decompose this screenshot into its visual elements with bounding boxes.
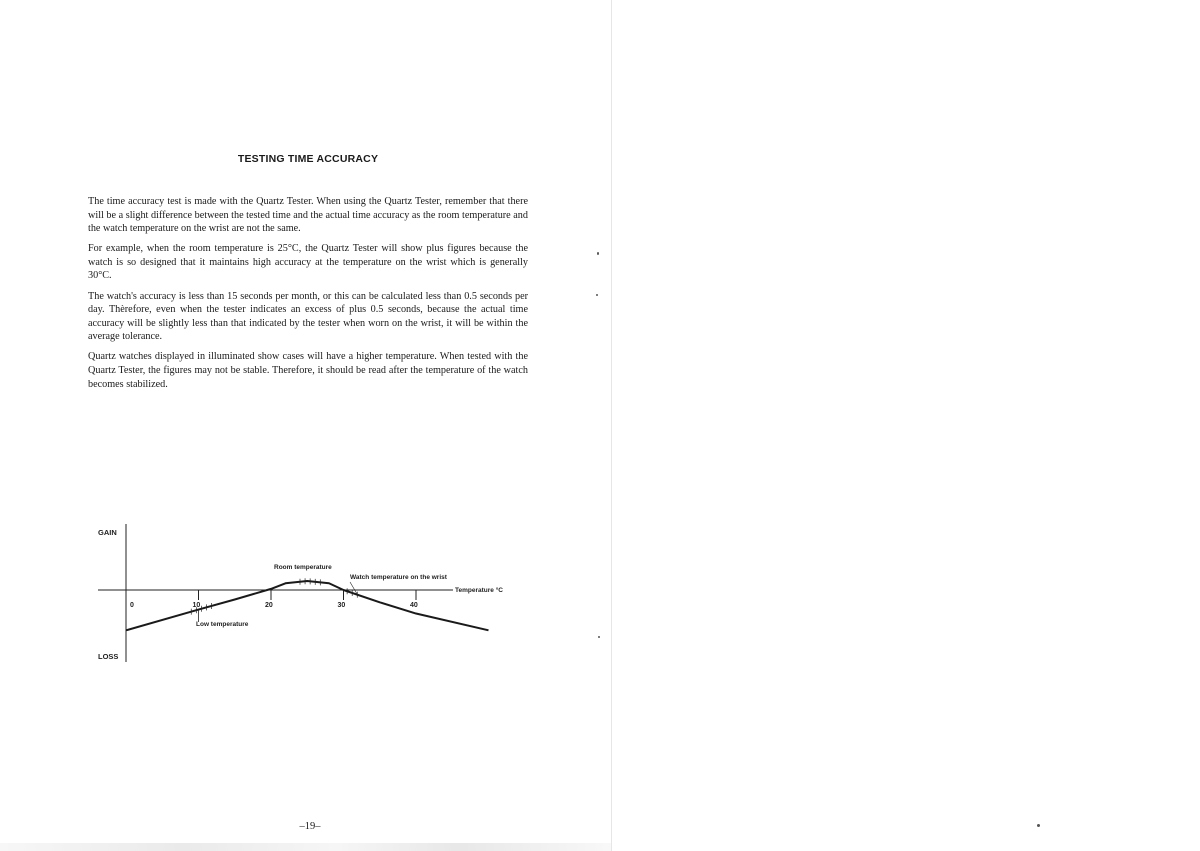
room-temperature-label: Room temperature [274, 564, 332, 571]
page-title: TESTING TIME ACCURACY [237, 153, 379, 165]
gain-label: GAIN [98, 528, 117, 537]
x-tick-label-30: 30 [337, 602, 346, 609]
scan-speck [1037, 824, 1040, 827]
x-tick-label-10: 10 [192, 602, 201, 609]
loss-label: LOSS [98, 652, 119, 661]
wrist-temperature-label: Watch temperature on the wrist [350, 574, 447, 581]
chart-svg [88, 522, 528, 672]
temperature-chart [88, 522, 528, 672]
scan-speck [598, 636, 600, 638]
paragraph-4: Quartz watches displayed in illuminated show cases will have a higher temperature. When tested with the Quartz Tester, the figures may not be stable. Therefore, it should be read after the temperature of the watch becomes stabilized. [88, 351, 528, 390]
low-temperature-label: Low temperature [196, 621, 249, 628]
temperature-curve [126, 581, 489, 630]
scan-speck [597, 252, 599, 255]
body-text [88, 195, 528, 398]
x-axis-label: Temperature °C [455, 587, 503, 594]
paragraph-3: The watch's accuracy is less than 15 seconds per month, or this can be calculated less than 0.5 seconds per day. Thèrefore, even when the tester indicates an excess of plus 0.5 seconds, because the actual time accuracy will be slightly less than that indicated by the tester when worn on the wrist, it will be within the average tolerance. [88, 290, 528, 343]
page-number: –19– [299, 821, 321, 832]
paragraph-1: The time accuracy test is made with the Quartz Tester. When using the Quartz Tester, remember that there will be a slight difference between the tested time and the actual time accuracy as the room temperature and the watch temperature on the wrist are not the same. [88, 196, 528, 235]
page-fold [611, 0, 612, 851]
x-tick-label-40: 40 [410, 602, 418, 609]
scan-edge [0, 843, 612, 851]
paragraph-2: For example, when the room temperature is 25°C, the Quartz Tester will show plus figures because the watch is so designed that it maintains high accuracy at the temperature on the wrist which is generally 30°C. [88, 243, 528, 282]
x-tick-label-0: 0 [130, 602, 134, 609]
x-tick-label-20: 20 [265, 602, 273, 609]
scan-speck [596, 294, 598, 296]
